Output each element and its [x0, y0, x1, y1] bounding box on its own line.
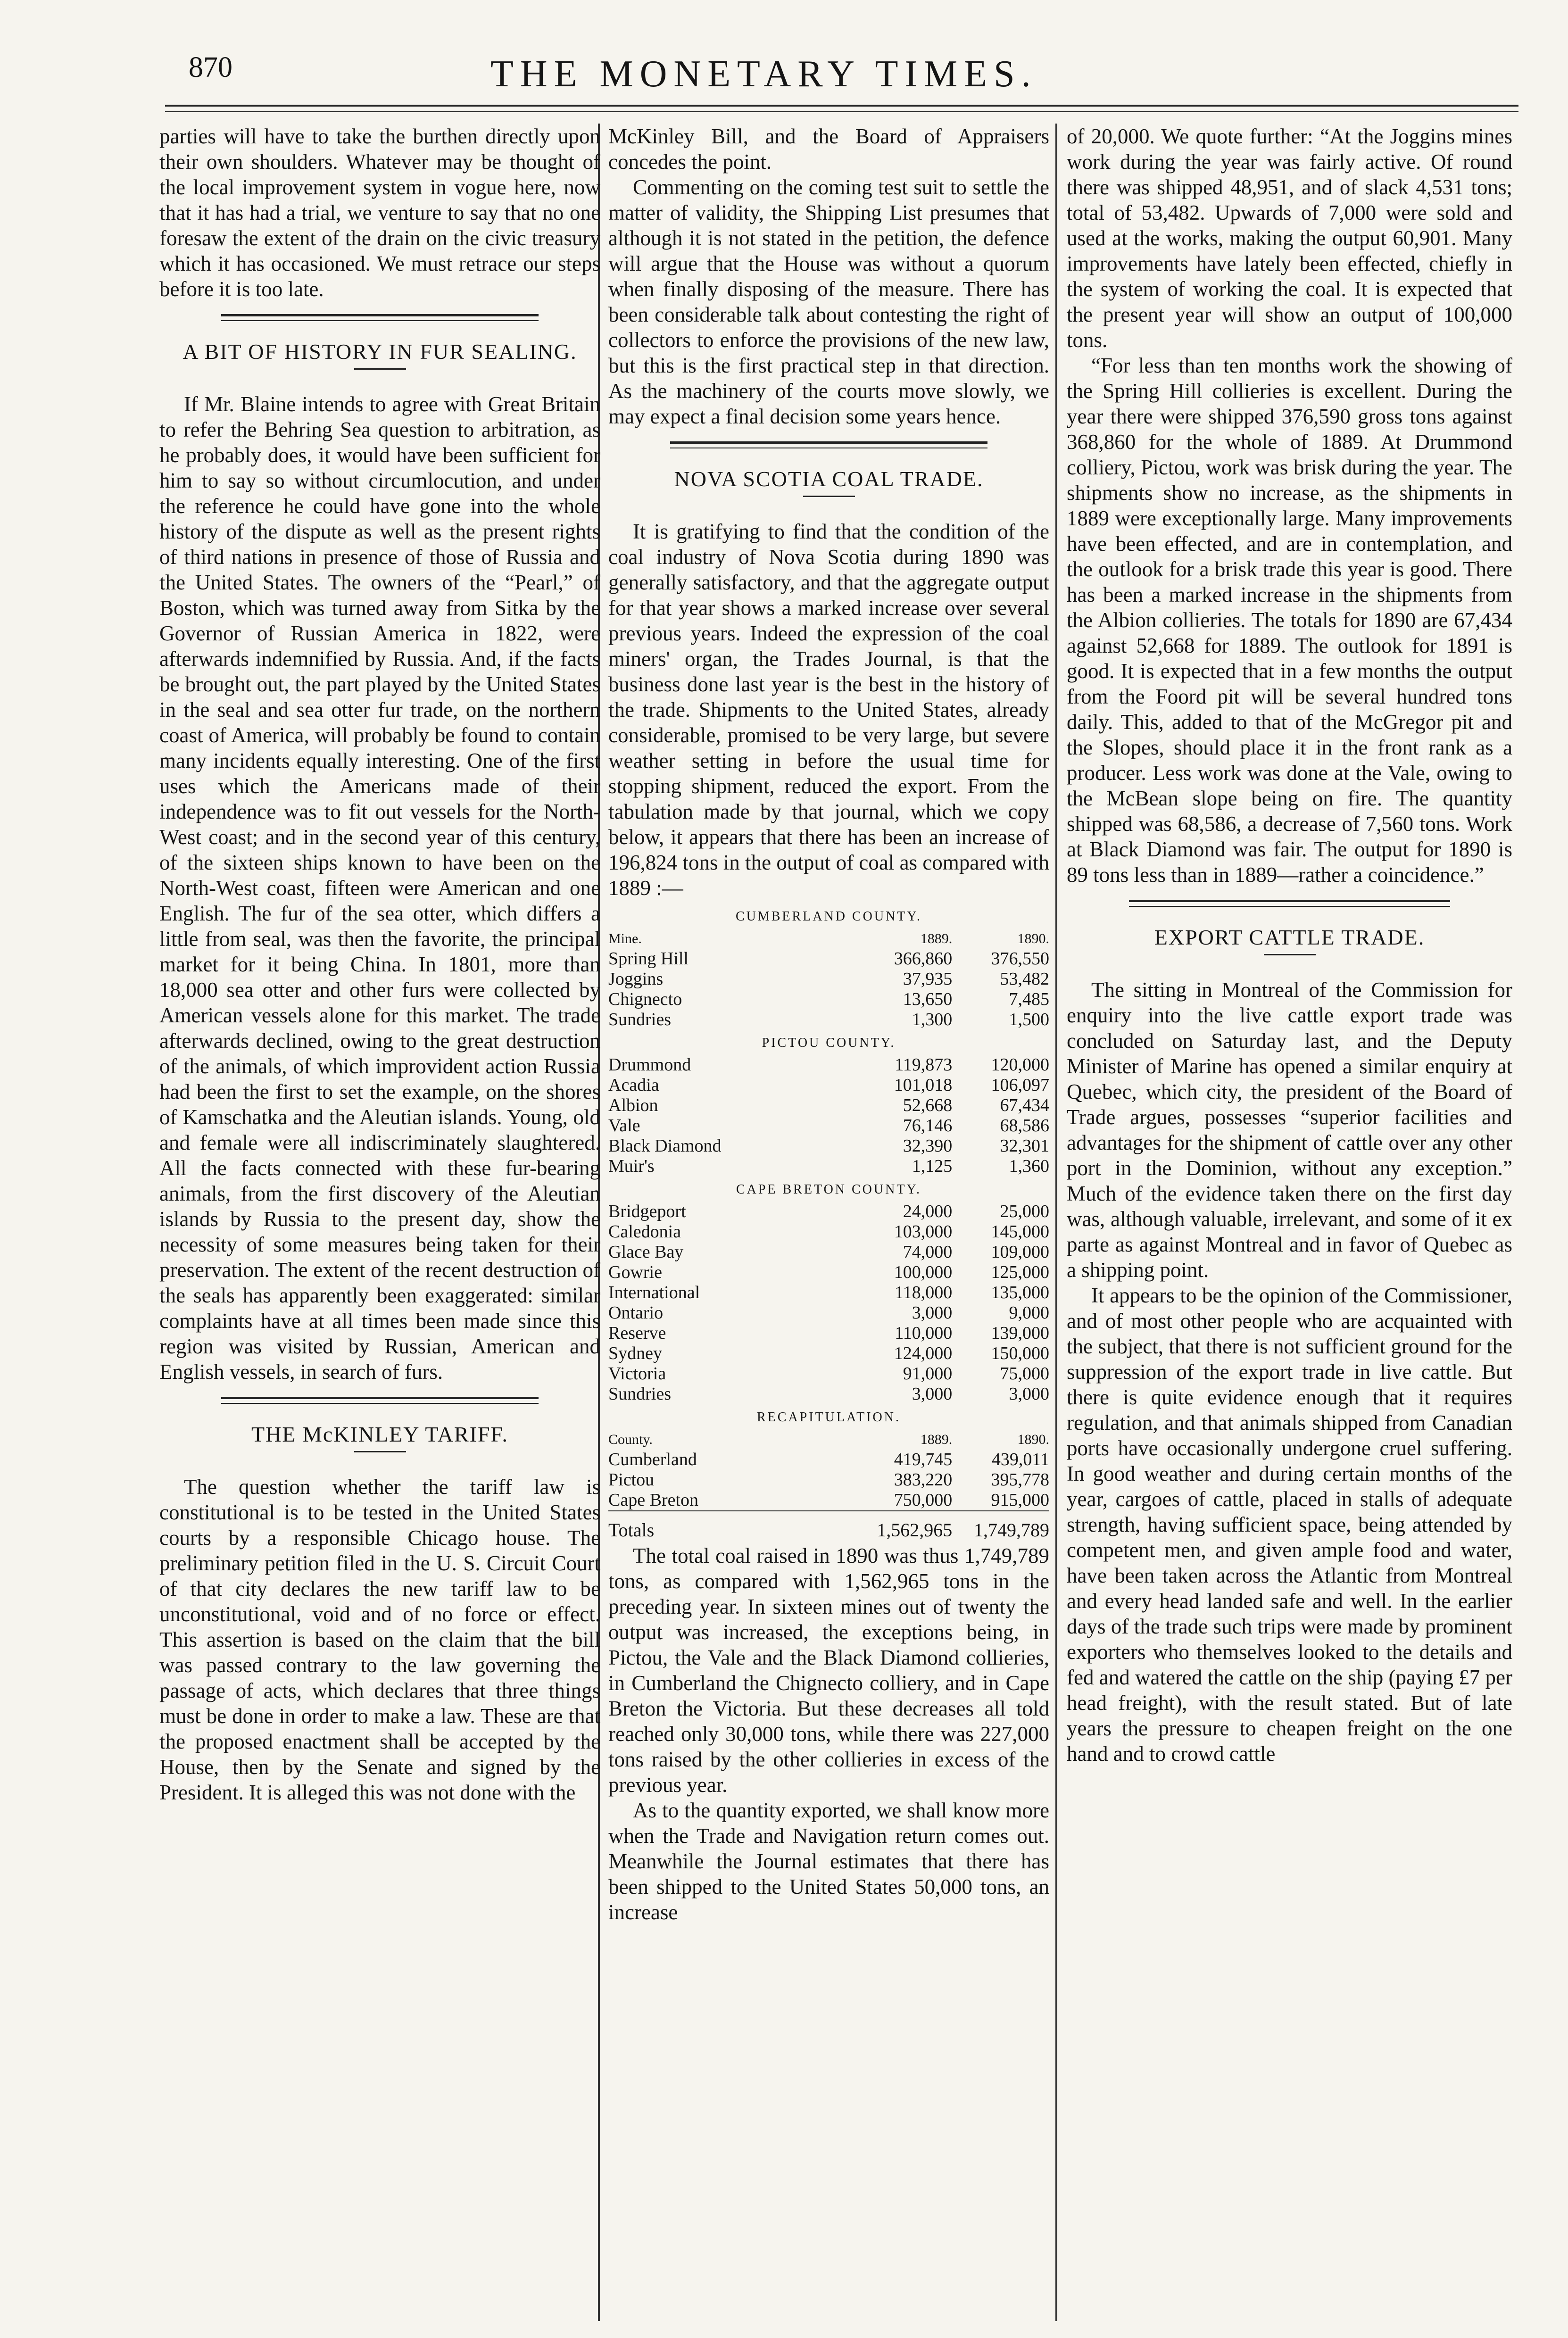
page-number: 870: [189, 51, 232, 83]
value-1889: 419,745: [894, 1450, 953, 1469]
table-row: [608, 1450, 1049, 1470]
value-1890: 120,000: [991, 1055, 1049, 1075]
totals-1890: 1,749,789: [952, 1511, 1049, 1540]
mine-name: Chignecto: [608, 989, 682, 1009]
mine-name: Black Diamond: [608, 1136, 722, 1156]
value-1890: 1,360: [1009, 1156, 1049, 1176]
table-row: [608, 1075, 1049, 1095]
value-1889: 3,000: [912, 1303, 953, 1323]
mine-name: Acadia: [608, 1075, 659, 1095]
heading-rule: [354, 1451, 406, 1452]
mine-name: Spring Hill: [608, 949, 689, 969]
table-column-header: 1890.: [1017, 1432, 1049, 1447]
table-column-header: 1889.: [920, 931, 953, 946]
paragraph: The question whether the tariff law is constitutional is to be tested in the United States courts by a responsible Chicago house. The preliminary petition filed in the U. S. Circuit Court of that city declares the new tariff law to be unconstitutional, void and of no force or effect. This assertion is based on the claim that the bill was passed contrary to the law governing the passage of acts, which declares that three things must be done in order to make a law. These are that the proposed enactment shall be accepted by the House, then by the Senate and signed by the President. It is alleged this was not done with the: [159, 1475, 600, 1804]
value-1889: 101,018: [894, 1075, 953, 1095]
column-right: [1067, 124, 1512, 1766]
value-1889: 3,000: [912, 1384, 953, 1404]
table-section-label: RECAPITULATION.: [757, 1410, 901, 1425]
value-1889: 1,300: [912, 1010, 953, 1029]
value-1889: 119,873: [895, 1055, 953, 1075]
table-row: [608, 1262, 1049, 1283]
table-column-header: County.: [608, 1432, 653, 1447]
section-rule: [221, 1397, 539, 1404]
table-column-header: 1890.: [1017, 931, 1049, 946]
mine-name: Joggins: [608, 969, 664, 989]
value-1890: 106,097: [991, 1075, 1049, 1095]
mine-name: Albion: [608, 1095, 658, 1115]
paragraph: parties will have to take the burthen directly upon their own shoulders. Whatever may be thought of the local improvement system in vogue here, now that it has had a trial, we venture to say that no one foresaw the extent of the drain on the civic treasury which it has occasioned. We must retrace our steps before it is too late.: [159, 124, 600, 301]
mine-name: Muir's: [608, 1156, 655, 1176]
paragraph: It is gratifying to find that the condition of the coal industry of Nova Scotia during 1890 was generally satisfactory, and that the aggregate output for that year shows a marked increase over several previous years. Indeed the expression of the coal miners' organ, the Trades Journal, is that the business done last year is the best in the history of the trade. Shipments to the United States, already considerable, promised to be very large, but severe weather setting in before the usual time for stopping shipment, reduced the export. From the tabulation made by that journal, which we copy below, it appears that there has been an increase of 196,824 tons in the output of coal as compared with 1889 :—: [608, 520, 1049, 900]
value-1890: 67,434: [1000, 1095, 1049, 1115]
table-row: [608, 1490, 1049, 1511]
table-row: [608, 1303, 1049, 1323]
value-1889: 1,125: [912, 1156, 953, 1176]
value-1889: 103,000: [894, 1222, 953, 1242]
value-1889: 74,000: [903, 1242, 953, 1262]
column-left: [159, 124, 600, 1805]
totals-label: Totals: [608, 1511, 855, 1540]
table-section-label: PICTOU COUNTY.: [762, 1036, 896, 1050]
article-heading: THE McKINLEY TARIFF.: [251, 1422, 508, 1446]
table-row: [608, 969, 1049, 989]
paragraph: Commenting on the coming test suit to settle the matter of validity, the Shipping List presumes that although it is not stated in the petition, the defence will argue that the House was without a quorum when finally disposing of the measure. There has been considerable talk about contesting the right of collectors to enforce the provisions of the new law, but this is the first practical step in that direction. As the machinery of the courts move slowly, we may expect a final decision some years hence.: [608, 175, 1049, 428]
column-divider: [1055, 124, 1057, 2321]
mine-name: Pictou: [608, 1470, 655, 1490]
mine-name: Sydney: [608, 1343, 662, 1363]
value-1889: 13,650: [903, 989, 953, 1009]
value-1889: 32,390: [903, 1136, 953, 1156]
value-1889: 124,000: [894, 1343, 953, 1363]
paragraph: If Mr. Blaine intends to agree with Great Britain to refer the Behring Sea question to arbitration, as he probably does, it would have been sufficient for him to say so without circumlocution, and under the reference he could have gone into the whole history of the dispute as well as the present rights of third nations in presence of those of Russia and the United States. The owners of the “Pearl,” of Boston, which was turned away from Sitka by the Governor of Russian America in 1822, were afterwards indemnified by Russia. And, if the facts be brought out, the part played by the United States in the seal and sea otter fur trade, on the northern coast of America, will probably be found to contain many incidents equally interesting. One of the first uses which the Americans made of their independence was to fit out vessels for the North-West coast; and in the second year of this century, of the sixteen ships known to have been on the North-West coast, fifteen were American and one English. The fur of the sea otter, which differs a little from seal, was then the favorite, the principal market for it being China. In 1801, more than 18,000 sea otter and other furs were collected by American vessels alone for this market. The trade afterwards declined, owing to the great destruction of the animals, of which improvident action Russia had been the first to set the example, on the shores of Kamschatka and the Aleutian islands. Young, old and female were all indiscriminately slaughtered. All the facts connected with these fur-bearing animals, from the first discovery of the Aleutian islands by Russia to the present day, show the necessity of some measures being taken for their preservation. The extent of the recent destruction of the seals has apparently been exaggerated: similar complaints have at all times been made since this region was visited by Russian, American and English vessels, in search of furs.: [159, 392, 600, 1384]
value-1890: 68,586: [1000, 1116, 1049, 1136]
value-1890: 439,011: [991, 1450, 1049, 1469]
mine-name: Caledonia: [608, 1222, 681, 1242]
paragraph: As to the quantity exported, we shall know more when the Trade and Navigation return comes out. Meanwhile the Journal estimates that there has been shipped to the United States 50,000 tons, an increase: [608, 1799, 1049, 1924]
article-heading: NOVA SCOTIA COAL TRADE.: [674, 467, 984, 491]
value-1889: 750,000: [894, 1490, 953, 1510]
value-1889: 37,935: [903, 969, 953, 989]
heading-rule: [803, 496, 855, 497]
table-row: [608, 1202, 1049, 1222]
value-1890: 145,000: [991, 1222, 1049, 1242]
totals-1889: 1,562,965: [855, 1511, 953, 1540]
table-row: [608, 1470, 1049, 1490]
table-section-label: CAPE BRETON COUNTY.: [736, 1182, 922, 1197]
header-rule-thin: [165, 111, 1518, 112]
value-1890: 125,000: [991, 1262, 1049, 1282]
heading-rule: [354, 368, 406, 370]
table-row: [608, 989, 1049, 1010]
table-row: [608, 949, 1049, 969]
paragraph: The sitting in Montreal of the Commission for enquiry into the live cattle export trade was concluded on Saturday last, and the Deputy Minister of Marine has opened a similar enquiry at Quebec, which city, the president of the Board of Trade argues, possesses “superior facilities and advantages for the shipment of cattle over any other port in the Dominion, without any exception.” Much of the evidence taken there on the first day was, although valuable, irrelevant, and some of it ex parte as against Montreal and in favor of Quebec as a shipping point.: [1067, 978, 1512, 1282]
paragraph: The total coal raised in 1890 was thus 1,749,789 tons, as compared with 1,562,965 tons in the preceding year. In sixteen mines out of twenty the output was increased, the exceptions being, in Pictou, the Vale and the Black Diamond collieries, in Cumberland the Chignecto colliery, and in Cape Breton the Victoria. But these decreases all told reached only 30,000 tons, while there was 227,000 tons raised by the other collieries in excess of the previous year.: [608, 1544, 1049, 1797]
value-1889: 118,000: [895, 1283, 953, 1302]
mine-name: Reserve: [608, 1323, 666, 1343]
mine-name: International: [608, 1283, 700, 1302]
value-1889: 52,668: [903, 1095, 953, 1115]
mine-name: Gowrie: [608, 1262, 662, 1282]
value-1890: 376,550: [991, 949, 1049, 969]
mine-name: Vale: [608, 1116, 640, 1136]
value-1890: 150,000: [991, 1343, 1049, 1363]
mine-name: Sundries: [608, 1384, 671, 1404]
value-1890: 9,000: [1009, 1303, 1049, 1323]
value-1890: 135,000: [991, 1283, 1049, 1302]
table-section-label: CUMBERLAND COUNTY.: [735, 909, 922, 924]
mine-name: Ontario: [608, 1303, 664, 1323]
mine-name: Cape Breton: [608, 1490, 699, 1510]
value-1890: 395,778: [991, 1470, 1049, 1490]
table-row: [608, 1116, 1049, 1136]
value-1890: 1,500: [1009, 1010, 1049, 1029]
mine-name: Glace Bay: [608, 1242, 684, 1262]
table-row: [608, 1384, 1049, 1404]
paragraph: It appears to be the opinion of the Commissioner, and of most other people who are acquainted with the subject, that there is not sufficient ground for the suppression of the export trade in live cattle. But there is quite evidence enough that it requires regulation, and that animals shipped from Canadian ports have occasionally undergone cruel suffering. In good weather and during certain months of the year, cargoes of cattle, placed in stalls of adequate strength, having sufficient space, being attended by competent men, and given ample food and water, have been taken across the Atlantic from Montreal and every head landed safe and well. In the earlier days of the trade such trips were made by prominent exporters who themselves looked to the details and fed and watered the cattle on the ship (paying £7 per head freight), with the result stated. But of late years the pressure to cheapen freight on the one hand and to crowd cattle: [1067, 1284, 1512, 1766]
value-1890: 7,485: [1009, 989, 1049, 1009]
column-middle: [608, 124, 1049, 1925]
table-row: [608, 1242, 1049, 1262]
table-row: [608, 1364, 1049, 1384]
value-1890: 915,000: [991, 1490, 1049, 1510]
table-column-header: Mine.: [608, 931, 642, 946]
table-row: [608, 1055, 1049, 1075]
value-1890: 53,482: [1000, 969, 1049, 989]
table-row: [608, 1136, 1049, 1156]
article-heading: EXPORT CATTLE TRADE.: [1154, 925, 1425, 949]
value-1890: 25,000: [1000, 1202, 1049, 1221]
value-1889: 100,000: [894, 1262, 953, 1282]
heading-rule: [1264, 954, 1316, 955]
paragraph: “For less than ten months work the showing of the Spring Hill collieries is excellent. During the year there were shipped 376,590 gross tons against 368,860 for the whole of 1889. At Drummond colliery, Pictou, work was brisk during the year. The shipments show no increase, as the shipments in 1889 were exceptionally large. Many improvements have been effected, and are in contemplation, and the outlook for a brisk trade this year is good. There has been a marked increase in the shipments from the Albion collieries. The totals for 1890 are 67,434 against 52,668 for 1889. The outlook for 1891 is good. It is expected that in a few months the output from the Foord pit will be several hundred tons daily. This, added to that of the McGregor pit and the Slopes, should place it in the front rank as a producer. Less work was done at the Vale, owing to the McBean slope being on fire. The quantity shipped was 68,586, a decrease of 7,560 tons. Work at Black Diamond was fair. The output for 1890 is 89 tons less than in 1889—rather a coincidence.”: [1067, 354, 1512, 887]
table-row: [608, 1095, 1049, 1116]
value-1889: 366,860: [894, 949, 953, 969]
value-1889: 24,000: [903, 1202, 953, 1221]
paragraph: McKinley Bill, and the Board of Appraisers concedes the point.: [608, 124, 1049, 174]
section-rule: [670, 441, 987, 448]
table-row: [608, 1222, 1049, 1242]
totals-row: [608, 1511, 1049, 1540]
table-row: [608, 1323, 1049, 1343]
mine-name: Victoria: [608, 1364, 666, 1384]
value-1890: 3,000: [1009, 1384, 1049, 1404]
paragraph: of 20,000. We quote further: “At the Joggins mines work during the year was fairly active. Of round there was shipped 48,951, and of slack 4,531 tons; total of 53,482. Upwards of 7,000 were sold and used at the works, making the output 60,901. Many improvements have lately been effected, chiefly in the system of working the coal. It is expected that the present year will show an output of 100,000 tons.: [1067, 124, 1512, 352]
table-row: [608, 1283, 1049, 1303]
mine-name: Bridgeport: [608, 1202, 686, 1221]
masthead-title: THE MONETARY TIMES.: [490, 53, 1037, 95]
mine-name: Drummond: [608, 1055, 691, 1075]
mine-name: Cumberland: [608, 1450, 697, 1469]
section-rule: [221, 314, 539, 321]
table-row: [608, 1010, 1049, 1030]
article-heading: A BIT OF HISTORY IN FUR SEALING.: [183, 340, 577, 364]
value-1890: 109,000: [991, 1242, 1049, 1262]
value-1889: 76,146: [903, 1116, 953, 1136]
value-1889: 110,000: [895, 1323, 953, 1343]
mine-name: Sundries: [608, 1010, 671, 1029]
table-row: [608, 1343, 1049, 1364]
coal-output-table: [608, 904, 1049, 1540]
value-1890: 139,000: [991, 1323, 1049, 1343]
value-1889: 91,000: [903, 1364, 953, 1384]
value-1889: 383,220: [894, 1470, 953, 1490]
header-rule: [165, 105, 1518, 107]
table-row: [608, 1156, 1049, 1177]
table-column-header: 1889.: [920, 1432, 953, 1447]
value-1890: 75,000: [1000, 1364, 1049, 1384]
section-rule: [1129, 900, 1450, 907]
value-1890: 32,301: [1000, 1136, 1049, 1156]
